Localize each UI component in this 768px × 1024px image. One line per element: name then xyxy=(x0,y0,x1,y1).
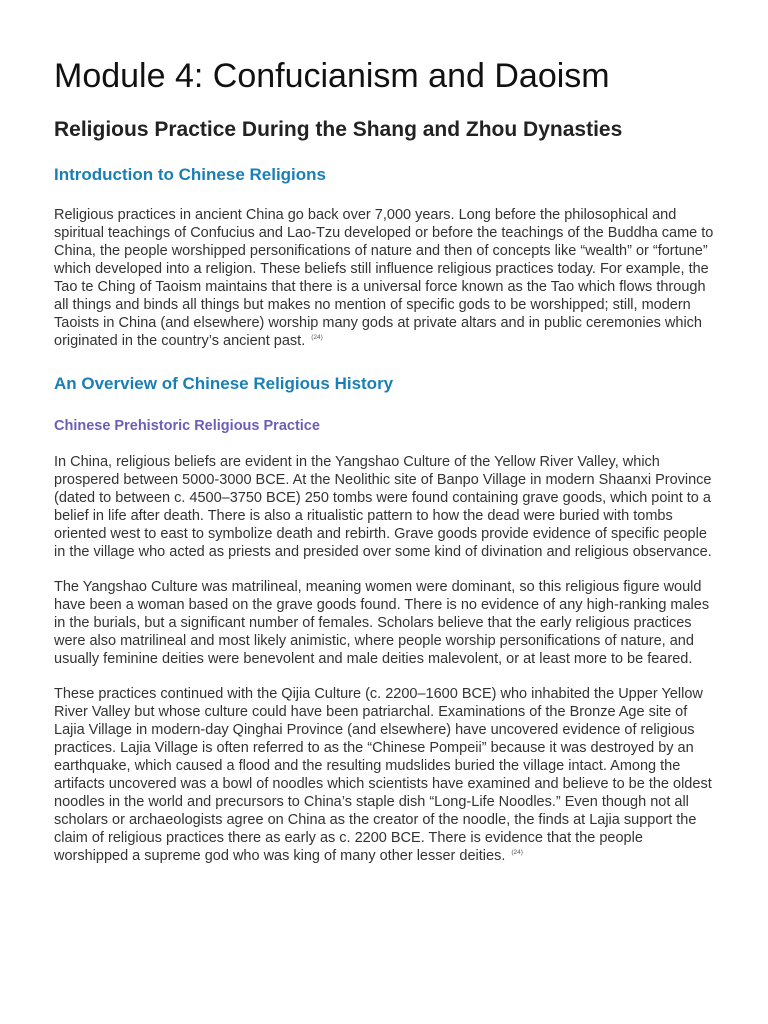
section-heading-overview: An Overview of Chinese Religious History xyxy=(54,374,394,393)
section-heading-introduction: Introduction to Chinese Religions xyxy=(54,165,326,184)
intro-paragraph xyxy=(54,206,714,350)
subsection-heading-prehistoric: Chinese Prehistoric Religious Practice xyxy=(54,418,320,434)
intro-paragraph-text: Religious practices in ancient China go back over 7,000 years. Long before the philosophical and spiritual teachings of Confucius and Lao-Tzu developed or before the teachings of the Buddha came to China, the people worshipped personifications of nature and then of concepts like “wealth” or “fortune” which developed into a religion. These beliefs still influence religious practices today. For example, the Tao te Ching of Taoism maintains that there is a universal force known as the Tao which flows through all things and binds all things but makes no mention of specific gods to be worshipped; still, modern Taoists in China (and elsewhere) worship many gods at private altars and in public ceremonies which originated in the country’s ancient past. xyxy=(54,207,714,349)
citation-marker: (24) xyxy=(311,334,323,341)
body-paragraph-text: These practices continued with the Qijia Culture (c. 2200–1600 BCE) who inhabited the Upper Yellow River Valley but whose culture could have been patriarchal. Examinations of the Bronze Age site of Lajia Village in modern-day Qinghai Province (and elsewhere) have uncovered evidence of religious practices. Lajia Village is often referred to as the “Chinese Pompeii” because it was destroyed by an earthquake, which caused a flood and the resulting mudslides buried the village intact. Among the artifacts uncovered was a bowl of noodles which scientists have examined and believe to be the oldest noodles in the world and precursors to China’s staple dish “Long-Life Noodles.” Even though not all scholars or archaeologists agree on China as the creator of the noodle, the finds at Lajia support the claim of religious practices there as early as c. 2200 BCE. There is evidence that the people worshipped a supreme god who was king of many other lesser deities. xyxy=(54,686,712,864)
citation-marker: (24) xyxy=(511,849,523,856)
page-title: Module 4: Confucianism and Daoism xyxy=(54,57,610,95)
page-subtitle: Religious Practice During the Shang and Zhou Dynasties xyxy=(54,118,623,141)
body-paragraph xyxy=(54,685,714,865)
body-paragraph: In China, religious beliefs are evident in the Yangshao Culture of the Yellow River Valley, which prospered between 5000-3000 BCE. At the Neolithic site of Banpo Village in modern Shaanxi Province (dated to between c. 4500–3750 BCE) 250 tombs were found containing grave goods, which point to a belief in life after death. There is also a ritualistic pattern to how the dead were buried with tombs oriented west to east to symbolize death and rebirth. Grave goods provide evidence of specific people in the village who acted as priests and presided over some kind of divination and religious observance. xyxy=(54,454,712,560)
body-paragraph: The Yangshao Culture was matrilineal, meaning women were dominant, so this religious figure would have been a woman based on the grave goods found. There is no evidence of any high-ranking males in the burials, but a significant number of females. Scholars believe that the early religious practices were also matrilineal and most likely animistic, where people worship personifications of nature, and usually feminine deities were benevolent and male deities malevolent, or at least more to be feared. xyxy=(54,579,710,667)
